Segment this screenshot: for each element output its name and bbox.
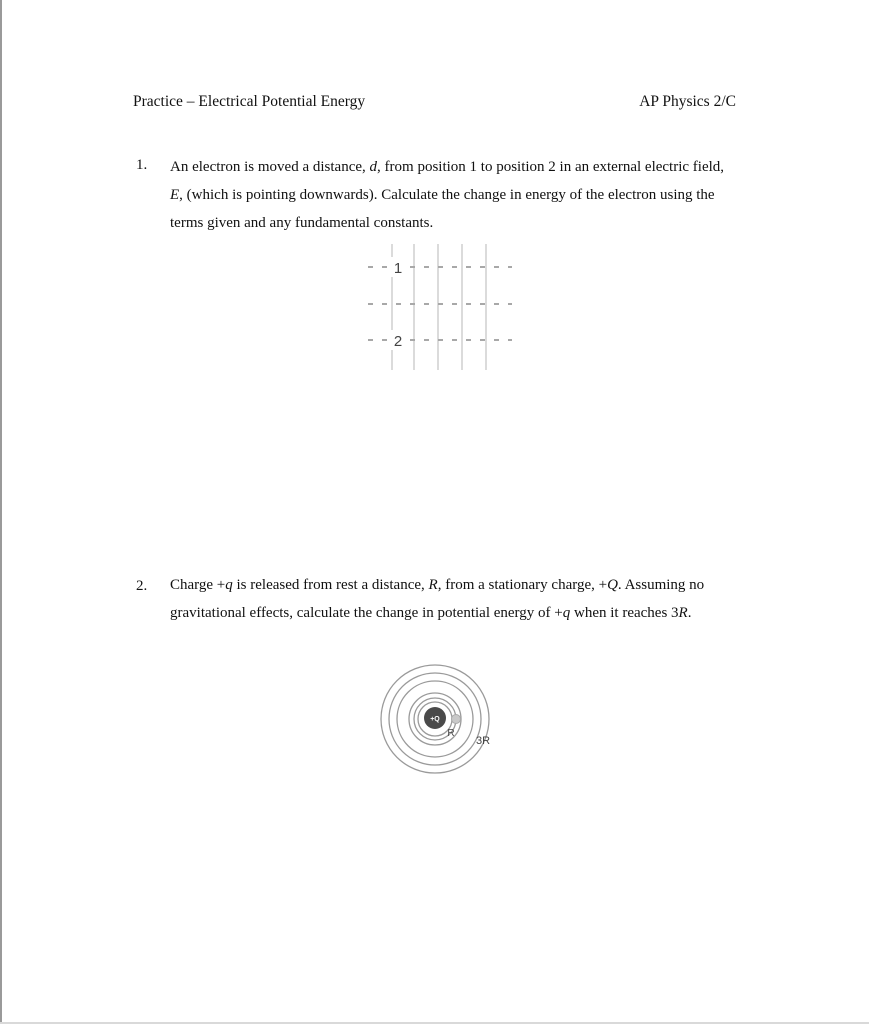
page-left-edge [0, 0, 2, 1024]
radius-r-label: R [447, 728, 455, 739]
electric-field-diagram [360, 238, 520, 373]
charge-Q-label: +Q [430, 716, 440, 723]
worksheet-title: Practice – Electrical Potential Energy [133, 93, 366, 110]
question-1-number: 1. [136, 157, 148, 173]
radius-3r-label: 3R [475, 735, 491, 747]
position-2-label: 2 [393, 333, 403, 350]
course-name: AP Physics 2/C [639, 93, 736, 110]
position-1-label: 1 [393, 260, 403, 277]
charge-q-test [452, 715, 461, 724]
question-1-text: An electron is moved a distance, d, from position 1 to position 2 in an external electric field, E, (which is pointing downwards). Calculate the change in energy of the electron using the terms given and any fundamental constants. [170, 159, 725, 231]
question-2-number: 2. [136, 578, 148, 594]
point-charge-diagram [378, 662, 498, 782]
question-2-text: Charge +q is released from rest a distance, R, from a stationary charge, +Q. Assuming no gravitational effects, calculate the change in potential energy of +q when it reaches 3R. [170, 577, 705, 621]
